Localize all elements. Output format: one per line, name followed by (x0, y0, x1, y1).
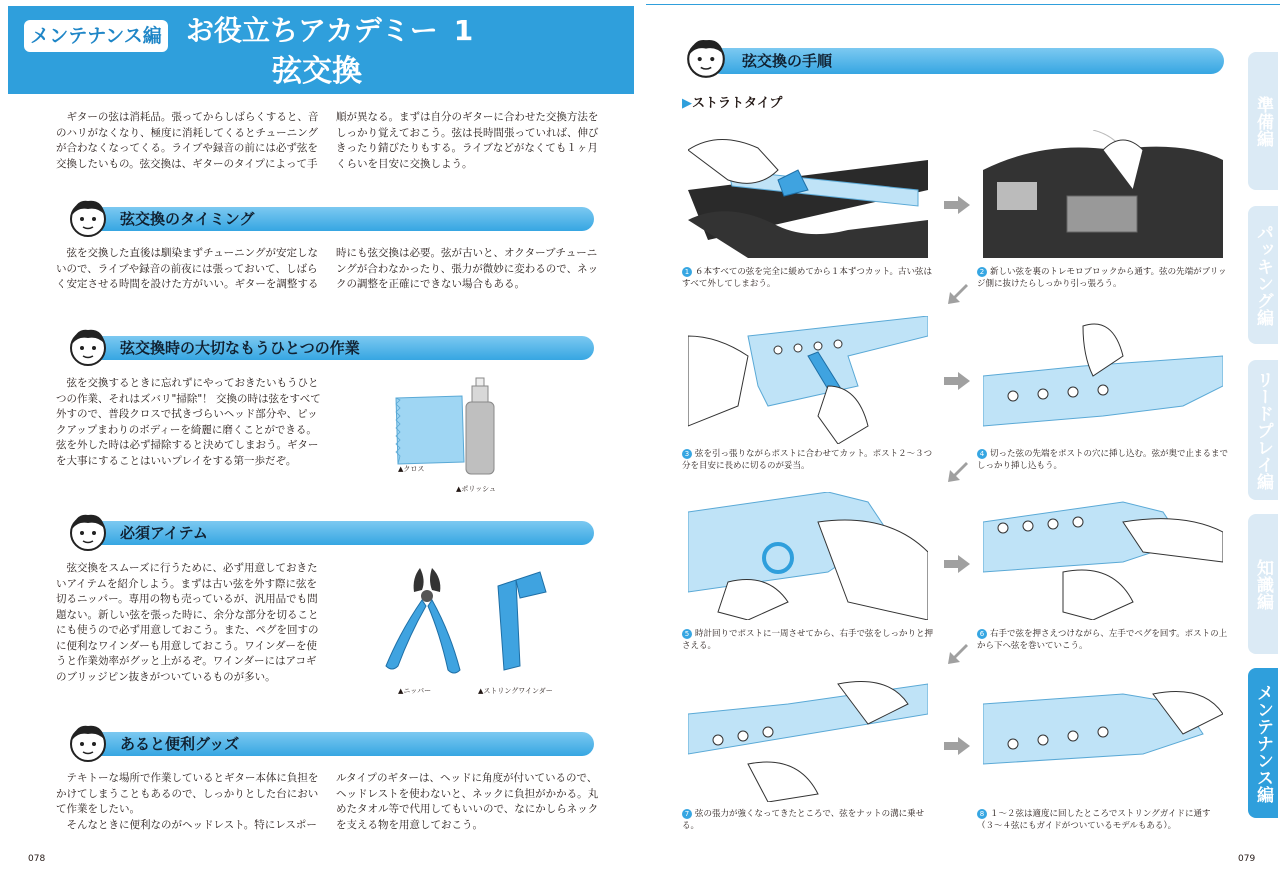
cloth-caption: ▲クロス (398, 465, 425, 473)
step-caption: 2 新しい弦を裏のトレモロブロックから通す。弦の先端がブリッジ側に抜けたらしっかり引っ張ろう。 (977, 267, 1227, 289)
left-page-number: 078 (28, 854, 46, 864)
arrow-right-icon (944, 196, 970, 214)
section-cleaning-header (68, 334, 594, 362)
cleaning-text: 弦を交換するときに忘れずにやっておきたいもうひとつの作業、それはズバリ"掃除"！ 交換の時は弦をすべて外すので、普段クロスで拭きづらいヘッド部分や、ピックアップまわりのボディーを綺麗に磨くことができる。弦を外した時は必ず掃除すると決めてしまおう。ギターを大事にすることはいいプレイをする第一歩だぞ。 (56, 377, 321, 467)
tab-knowledge[interactable]: 知識編 (1248, 514, 1278, 654)
character-face-icon (68, 326, 108, 368)
arrow-right-icon (944, 372, 970, 390)
arrow-right-icon (944, 555, 970, 573)
procedure-header (684, 46, 1224, 76)
step5-illustration (688, 492, 928, 620)
step-caption: 4 切った弦の先端をポストの穴に挿し込む。弦が奥で止まるまでしっかり挿し込もう。 (977, 449, 1229, 471)
tab-backing[interactable]: パッキング編 (1248, 206, 1278, 344)
section-heading: あると便利グッズ (120, 735, 240, 753)
step-caption: 5 時計回りでポストに一周させてから、右手で弦をしっかりと押さえる。 (682, 629, 934, 651)
right-page-number: 079 (1238, 854, 1256, 864)
character-face-icon (68, 197, 108, 239)
nipper-caption: ▲ニッパー (398, 687, 432, 695)
strat-subheading: ▶ストラトタイプ (682, 96, 783, 111)
step8-illustration (983, 674, 1223, 802)
arrow-down-left-icon (946, 642, 970, 666)
step-caption: 6 右手で弦を押さえつけながら、左手でペグを回す。ポストの上から下へ弦を巻いていこう。 (977, 629, 1228, 651)
page-subtitle: 弦交換 (272, 54, 362, 89)
polish-caption: ▲ポリッシュ (456, 485, 496, 493)
character-face-icon (684, 36, 728, 80)
triangle-bullet-icon: ▶ (682, 96, 692, 111)
timing-col1: 弦を交換した直後は馴染まずチューニングが安定しないので、ライブや録音の前夜には張っておいて、しばらく安定させる時間を設けた方がいい。ギターを調整する (56, 247, 319, 290)
step-caption: 7 弦の張力が強くなってきたところで、弦をナットの溝に乗せる。 (682, 809, 925, 831)
step6-illustration (983, 492, 1223, 620)
character-face-icon (68, 511, 108, 553)
step-caption: 1 ６本すべての弦を完全に緩めてから１本ずつカット。古い弦はすべて外してしまおう。 (682, 267, 932, 289)
step3-illustration (688, 316, 928, 444)
right-page-top-rule (646, 4, 1280, 5)
section-heading: 弦交換時の大切なもうひとつの作業 (120, 339, 360, 357)
step1-illustration (688, 130, 928, 258)
page-title: お役立ちアカデミー 1 (186, 14, 474, 47)
character-face-icon (68, 722, 108, 764)
procedure-heading: 弦交換の手順 (742, 52, 833, 70)
section-goods-header (68, 730, 594, 758)
items-text: 弦交換をスムーズに行うために、必ず用意しておきたいアイテムを紹介しよう。まずは古い弦を外す際に弦を切るニッパー。専用の物も売っているが、汎用品でも問題ない。新しい弦を張った時に、余分な部分を切ることにも使うので必ず用意しておこう。また、ペグを回すのに便利なワインダーも用意しておこう。ワインダーを使うと作業効率がグッと上がるぞ。ワインダーにはアコギのブリッジピン抜きがついているものが多い。 (56, 562, 319, 683)
nipper-and-winder-illustration (380, 562, 560, 682)
timing-col2: 時にも弦交換は必要。弦が古いと、オクターブチューニングが合わなかったり、張力が微妙に変わるので、ネックの調整を正確にできない場合もある。 (336, 247, 599, 290)
section-heading: 必須アイテム (120, 524, 208, 542)
arrow-down-left-icon (946, 460, 970, 484)
section-heading: 弦交換のタイミング (120, 210, 255, 228)
step-caption: 3 弦を引っ張りながらポストに合わせてカット。ポスト２〜３つ分を目安に長めに切るのが妥当。 (682, 449, 933, 471)
step2-illustration (983, 130, 1223, 258)
step-caption: 8 １〜２弦は適度に回したところでストリングガイドに通す（３〜４弦にもガイドがついているモデルもある）。 (977, 809, 1211, 831)
step4-illustration (983, 316, 1223, 444)
intro-col1: ギターの弦は消耗品。張ってからしばらくすると、音のハリがなくなり、極度に消耗してくるとチューニングが合わなくなってくる。ライブや録音の前には必ず弦を交換したいもの。弦交換は、ギターのタイプによって手 (56, 111, 319, 170)
tab-preparation[interactable]: 準備編 (1248, 52, 1278, 190)
cloth-and-polish-illustration (390, 376, 510, 476)
step7-illustration (688, 674, 928, 802)
section-items-header (68, 519, 594, 547)
tab-maintenance[interactable]: メンテナンス編 (1248, 668, 1278, 818)
winder-caption: ▲ストリングワインダー (478, 687, 553, 695)
arrow-down-left-icon (946, 282, 970, 306)
arrow-right-icon (944, 737, 970, 755)
goods-col1: テキトーな場所で作業しているとギター本体に負担をかけてしまうこともあるので、しっかりとした台において作業をしたい。 そんなときに便利なのがヘッドレスト。特にレスポー (56, 772, 319, 831)
section-timing-header (68, 205, 594, 233)
goods-col2: ルタイプのギターは、ヘッドに角度が付いているので、ヘッドレストを使わないと、ネックに負担がかかる。丸めたタオル等で代用してもいいので、なにかしらネックを支える物を用意しておこう。 (336, 772, 599, 831)
maintenance-tag: メンテナンス編 (24, 20, 168, 52)
intro-col2: 順が異なる。まずは自分のギターに合わせた交換方法をしっかり覚えておこう。弦は長時間張っていれば、伸びきったり錆びたりもする。ライブなどがなくても１ヶ月くらいを目安に交換しよう。 (336, 111, 599, 170)
tab-lead-play[interactable]: リードプレイ編 (1248, 360, 1278, 500)
